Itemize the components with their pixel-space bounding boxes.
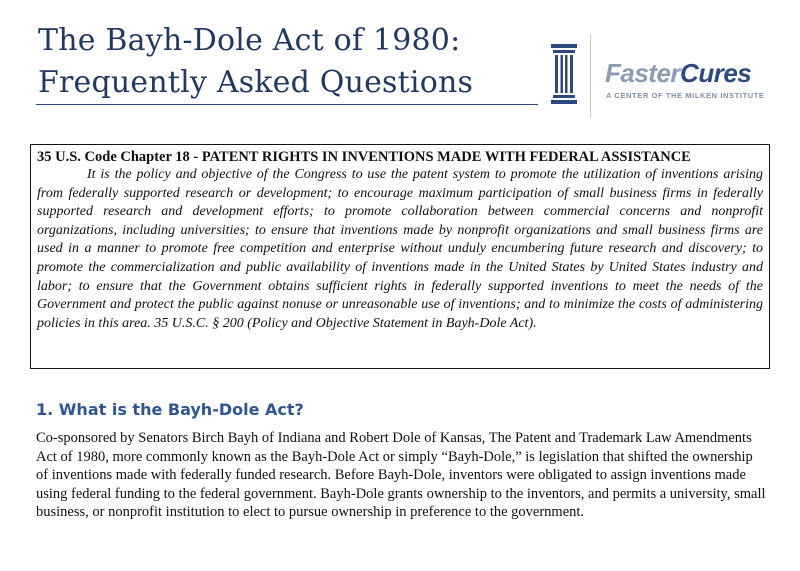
statute-heading: 35 U.S. Code Chapter 18 - PATENT RIGHTS IN INVENTIONS MADE WITH FEDERAL ASSISTANCE xyxy=(37,149,691,165)
logo-divider xyxy=(590,34,591,118)
statute-box xyxy=(30,144,770,369)
logo-tagline: A CENTER OF THE MILKEN INSTITUTE xyxy=(606,91,765,100)
logo-wordmark xyxy=(605,58,751,89)
question-answer: Co-sponsored by Senators Birch Bayh of Indiana and Robert Dole of Kansas, The Patent and Trademark Law Amendments Act of 1980, more commonly known as the Bayh-Dole Act or simply “Bayh-Dole,” is legislation that shifted the ownership of inventions made with federally funded research. Before Bayh-Dole, inventors were obligated to assign inventions made using federal funding to the federal government. Bayh-Dole grants ownership to the inventors, and permits a university, small business, or nonprofit institution to elect to pursue ownership in preference to the government. xyxy=(36,430,766,520)
title-underline xyxy=(36,104,538,105)
logo-wordmark-part1: Faster xyxy=(605,58,681,88)
page-title-line1: The Bayh-Dole Act of 1980: xyxy=(38,23,461,58)
question-heading: 1. What is the Bayh-Dole Act? xyxy=(36,400,304,419)
page-title-line2: Frequently Asked Questions xyxy=(38,65,474,100)
statute-text: It is the policy and objective of the Congress to use the patent system to promote the utilization of inventions arising from federally supported research or development; to encourage maximum participation of small business firms in federally supported research and development efforts; to promote collaboration between commercial concerns and nonprofit organizations, including universities; to ensure that inventions made by nonprofit organizations and small business firms are used in a manner to promote free competition and enterprise without unduly encumbering future research and discovery; to promote the commercialization and public availability of inventions made in the United States by United States industry and labor; to ensure that the Government obtains sufficient rights in federally supported inventions to meet the needs of the Government and protect the public against nonuse or unreasonable use of inventions; and to minimize the costs of administering policies in this area. 35 U.S.C. § 200 (Policy and Objective Statement in Bayh-Dole Act). xyxy=(37,167,763,331)
page-title xyxy=(38,20,538,104)
logo-wordmark-part2: Cures xyxy=(680,58,752,88)
pillar-icon xyxy=(551,44,577,104)
